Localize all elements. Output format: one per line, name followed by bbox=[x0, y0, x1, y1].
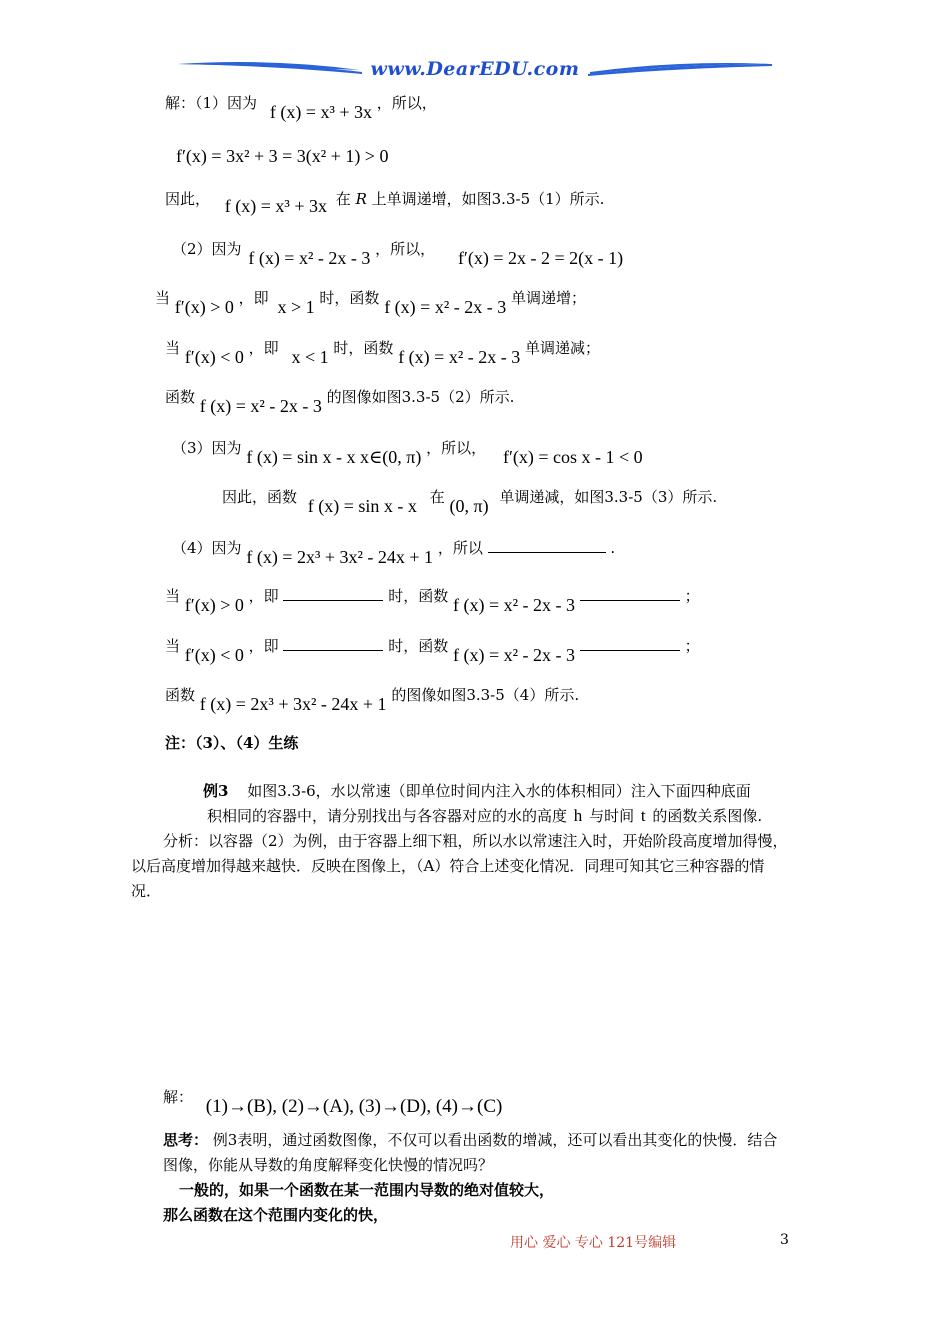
variable: t bbox=[640, 806, 646, 825]
text: ，所以， bbox=[376, 94, 437, 112]
text: ，即 bbox=[248, 587, 279, 605]
analysis-line-1: 分析：以容器（2）为例，由于容器上细下粗，所以水以常速注入时，开始阶段高度增加得慢， bbox=[163, 832, 788, 850]
solution-line-4 bbox=[172, 238, 624, 268]
text: 时，函数 bbox=[388, 637, 449, 655]
text: 当 bbox=[165, 637, 181, 655]
text: 在 bbox=[429, 488, 445, 506]
text: 解：（1）因为 bbox=[165, 94, 258, 112]
text: ； bbox=[684, 587, 700, 605]
formula: f′(x) = cos x - 1 < 0 bbox=[502, 447, 643, 467]
text: 与时间 bbox=[589, 807, 635, 825]
text: ，即 bbox=[238, 289, 269, 307]
text: 函数 bbox=[165, 686, 196, 704]
text: （3）因为 bbox=[172, 439, 242, 457]
text: 上单调递增，如图3.3-5（1）所示. bbox=[371, 190, 605, 208]
text: 函数 bbox=[165, 388, 196, 406]
formula: (1)→(B), (2)→(A), (3)→(D), (4)→(C) bbox=[205, 1096, 503, 1117]
text: 因此，函数 bbox=[222, 488, 298, 506]
text: 如图3.3-6，水以常速（即单位时间内注入水的体积相同）注入下面四种底面 bbox=[247, 782, 751, 800]
text: ，所以， bbox=[426, 439, 487, 457]
formula: f (x) = x² - 2x - 3 bbox=[453, 595, 576, 615]
text: （4）因为 bbox=[172, 539, 242, 557]
text: 的图像如图3.3-5（4）所示. bbox=[391, 686, 580, 704]
text: ，即 bbox=[248, 637, 279, 655]
formula: f′(x) < 0 bbox=[184, 347, 244, 367]
solution-line-7 bbox=[165, 386, 515, 416]
solution-line-13 bbox=[165, 684, 580, 714]
thinking-bold-line-1: 一般的，如果一个函数在某一范围内导数的绝对值较大， bbox=[179, 1181, 555, 1199]
note: 注：（3）、（4）生练 bbox=[165, 734, 299, 752]
footer-text: 用心 爱心 专心 121号编辑 bbox=[510, 1235, 677, 1251]
formula: f (x) = x³ + 3x bbox=[224, 196, 327, 216]
solution-line-8 bbox=[172, 437, 643, 467]
text: ； bbox=[684, 637, 700, 655]
thinking-label: 思考： bbox=[163, 1131, 209, 1149]
formula: x < 1 bbox=[291, 347, 329, 367]
solution-answer bbox=[163, 1087, 503, 1117]
text: 因此， bbox=[165, 190, 211, 208]
solution-line-2 bbox=[176, 146, 388, 167]
thinking-bold-line-2: 那么函数在这个范围内变化的快， bbox=[163, 1206, 389, 1224]
text: 的图像如图3.3-5（2）所示. bbox=[326, 388, 515, 406]
text: . bbox=[610, 539, 616, 557]
example-3-line-1 bbox=[203, 781, 751, 801]
answer-blank[interactable] bbox=[580, 636, 680, 651]
formula: f′(x) < 0 bbox=[184, 645, 244, 665]
answer-blank[interactable] bbox=[580, 586, 680, 601]
formula: f (x) = 2x³ + 3x² - 24x + 1 bbox=[246, 547, 434, 567]
text: 在 bbox=[335, 190, 351, 208]
formula: f (x) = sin x - x bbox=[307, 496, 417, 516]
formula: x > 1 bbox=[277, 297, 315, 317]
solution-label: 解： bbox=[163, 1088, 194, 1106]
formula: f′(x) > 0 bbox=[184, 595, 244, 615]
text: 当 bbox=[165, 339, 181, 357]
analysis-line-2: 以后高度增加得越来越快．反映在图像上，（A）符合上述变化情况．同理可知其它三种容器的情 bbox=[131, 857, 765, 875]
formula: f (x) = x³ + 3x bbox=[269, 102, 373, 122]
answer-blank[interactable] bbox=[488, 538, 606, 553]
formula: f′(x) = 2x - 2 = 2(x - 1) bbox=[457, 248, 624, 268]
text: 的函数关系图像. bbox=[652, 807, 763, 825]
formula: f (x) = x² - 2x - 3 bbox=[453, 645, 576, 665]
formula: f (x) = x² - 2x - 3 bbox=[199, 396, 322, 416]
solution-line-10 bbox=[172, 537, 616, 567]
page-number: 3 bbox=[780, 1232, 789, 1248]
analysis-line-3: 况． bbox=[131, 882, 162, 900]
solution-line-5 bbox=[155, 287, 587, 317]
formula: f′(x) = 3x² + 3 = 3(x² + 1) > 0 bbox=[176, 146, 389, 166]
text: ，所以， bbox=[375, 240, 436, 258]
text: 当 bbox=[165, 587, 181, 605]
text: 时，函数 bbox=[333, 339, 394, 357]
text: 单调递减； bbox=[525, 339, 601, 357]
text: 单调递减，如图3.3-5（3）所示. bbox=[499, 488, 718, 506]
formula: f′(x) > 0 bbox=[174, 297, 234, 317]
variable: h bbox=[573, 806, 583, 825]
solution-line-12 bbox=[165, 635, 700, 665]
formula: f (x) = 2x³ + 3x² - 24x + 1 bbox=[199, 694, 387, 714]
text: 单调递增； bbox=[511, 289, 587, 307]
text: ，即 bbox=[248, 339, 279, 357]
text: （2）因为 bbox=[172, 240, 242, 258]
solution-line-11 bbox=[165, 585, 700, 615]
text: 当 bbox=[155, 289, 171, 307]
answer-blank[interactable] bbox=[283, 636, 383, 651]
text: 时，函数 bbox=[388, 587, 449, 605]
formula: f (x) = x² - 2x - 3 bbox=[398, 347, 521, 367]
example-label: 例3 bbox=[203, 782, 229, 800]
solution-line-6 bbox=[165, 337, 601, 367]
solution-line-9 bbox=[222, 486, 718, 516]
brand-logo: www.DearEDU.com bbox=[370, 58, 580, 80]
text: ，所以 bbox=[437, 539, 483, 557]
formula: f (x) = x² - 2x - 3 bbox=[384, 297, 507, 317]
text: 例3表明，通过函数图像，不仅可以看出函数的增减，还可以看出其变化的快慢．结合 bbox=[212, 1131, 778, 1149]
formula: f (x) = sin x - x x∈(0, π) bbox=[246, 447, 422, 467]
solution-line-3 bbox=[165, 188, 605, 216]
answer-blank[interactable] bbox=[283, 586, 383, 601]
example-3-line-2 bbox=[207, 806, 762, 826]
text: 时，函数 bbox=[319, 289, 380, 307]
text: 积相同的容器中，请分别找出与各容器对应的水的高度 bbox=[207, 807, 568, 825]
formula: f (x) = x² - 2x - 3 bbox=[248, 248, 371, 268]
thinking-line-2: 图像，你能从导数的角度解释变化快慢的情况吗？ bbox=[163, 1156, 494, 1174]
formula: (0, π) bbox=[449, 496, 489, 516]
thinking-line-1 bbox=[163, 1130, 777, 1150]
solution-line-1 bbox=[165, 92, 437, 122]
text: R bbox=[355, 190, 367, 208]
